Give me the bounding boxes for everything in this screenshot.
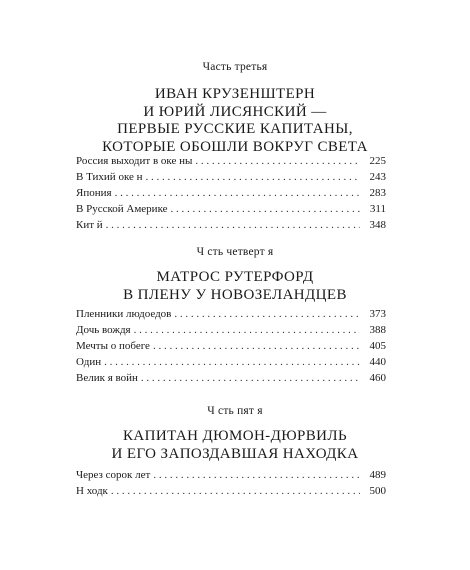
toc-entry-title: Кит й bbox=[76, 218, 106, 232]
toc-leader-dots bbox=[134, 323, 360, 337]
toc-entry-title: Япония bbox=[76, 186, 115, 200]
part-three-title bbox=[0, 86, 470, 156]
toc-entry[interactable] bbox=[76, 355, 386, 369]
toc-leader-dots bbox=[153, 339, 360, 353]
toc-entry-page: 225 bbox=[360, 154, 386, 168]
toc-leader-dots bbox=[141, 371, 360, 385]
part-five-toc bbox=[76, 468, 386, 500]
toc-leader-dots bbox=[115, 186, 360, 200]
toc-entry-page: 388 bbox=[360, 323, 386, 337]
part-title-line: ПЕРВЫЕ РУССКИЕ КАПИТАНЫ, bbox=[117, 121, 353, 137]
toc-entry-page: 489 bbox=[360, 468, 386, 482]
part-title-line: В ПЛЕНУ У НОВОЗЕЛАНДЦЕВ bbox=[123, 286, 347, 303]
toc-entry-title: Дочь вождя bbox=[76, 323, 134, 337]
part-label: Часть третья bbox=[202, 61, 268, 73]
toc-entry-page: 243 bbox=[360, 170, 386, 184]
toc-entry[interactable] bbox=[76, 170, 386, 184]
toc-entry-title: Велик я войн bbox=[76, 371, 141, 385]
part-title-line: ИВАН КРУЗЕНШТЕРН bbox=[154, 86, 316, 102]
toc-leader-dots bbox=[171, 202, 360, 216]
toc-leader-dots bbox=[106, 218, 360, 232]
toc-entry[interactable] bbox=[76, 323, 386, 337]
toc-entry[interactable] bbox=[76, 154, 386, 168]
part-title bbox=[0, 86, 470, 156]
toc-entry-title: Через сорок лет bbox=[76, 468, 153, 482]
toc-entry-page: 283 bbox=[360, 186, 386, 200]
toc-entry-title: Н ходк bbox=[76, 484, 111, 498]
part-four-title bbox=[0, 269, 470, 304]
part-three-toc bbox=[76, 154, 386, 234]
toc-entry-title: Россия выходит в оке ны bbox=[76, 154, 195, 168]
toc-entry-page: 440 bbox=[360, 355, 386, 369]
part-three-header bbox=[0, 60, 470, 74]
part-title-line: И ЮРИЙ ЛИСЯНСКИЙ — bbox=[143, 103, 327, 120]
part-title bbox=[0, 428, 470, 463]
part-title bbox=[0, 269, 470, 304]
part-four-toc bbox=[76, 307, 386, 387]
toc-entry-title: В Русской Америке bbox=[76, 202, 171, 216]
toc-leader-dots bbox=[153, 468, 360, 482]
part-label: Ч сть четверт я bbox=[196, 246, 274, 258]
part-label: Ч сть пят я bbox=[207, 405, 263, 417]
part-four-header bbox=[0, 245, 470, 259]
toc-entry[interactable] bbox=[76, 371, 386, 385]
part-title-line: МАТРОС РУТЕРФОРД bbox=[156, 269, 314, 285]
toc-entry-page: 460 bbox=[360, 371, 386, 385]
toc-entry-title: В Тихий оке н bbox=[76, 170, 146, 184]
toc-leader-dots bbox=[104, 355, 360, 369]
part-title-line: КОТОРЫЕ ОБОШЛИ ВОКРУГ СВЕТА bbox=[102, 138, 368, 155]
part-five-header bbox=[0, 404, 470, 418]
toc-leader-dots bbox=[146, 170, 360, 184]
part-five-title bbox=[0, 428, 470, 463]
toc-leader-dots bbox=[111, 484, 360, 498]
toc-entry-title: Один bbox=[76, 355, 104, 369]
toc-leader-dots bbox=[174, 307, 360, 321]
toc-entry-page: 500 bbox=[360, 484, 386, 498]
toc-entry-page: 311 bbox=[360, 202, 386, 216]
toc-entry[interactable] bbox=[76, 307, 386, 321]
toc-entry-title: Пленники людоедов bbox=[76, 307, 174, 321]
toc-leader-dots bbox=[195, 154, 360, 168]
toc-entry-page: 348 bbox=[360, 218, 386, 232]
toc-entry-page: 373 bbox=[360, 307, 386, 321]
toc-entry[interactable] bbox=[76, 218, 386, 232]
toc-entry[interactable] bbox=[76, 202, 386, 216]
toc-entry[interactable] bbox=[76, 484, 386, 498]
toc-entry[interactable] bbox=[76, 468, 386, 482]
toc-entry-page: 405 bbox=[360, 339, 386, 353]
toc-entry-title: Мечты о побеге bbox=[76, 339, 153, 353]
toc-entry[interactable] bbox=[76, 339, 386, 353]
part-title-line: КАПИТАН ДЮМОН-ДЮРВИЛЬ bbox=[123, 428, 347, 444]
part-title-line: И ЕГО ЗАПОЗДАВШАЯ НАХОДКА bbox=[111, 445, 359, 462]
toc-entry[interactable] bbox=[76, 186, 386, 200]
